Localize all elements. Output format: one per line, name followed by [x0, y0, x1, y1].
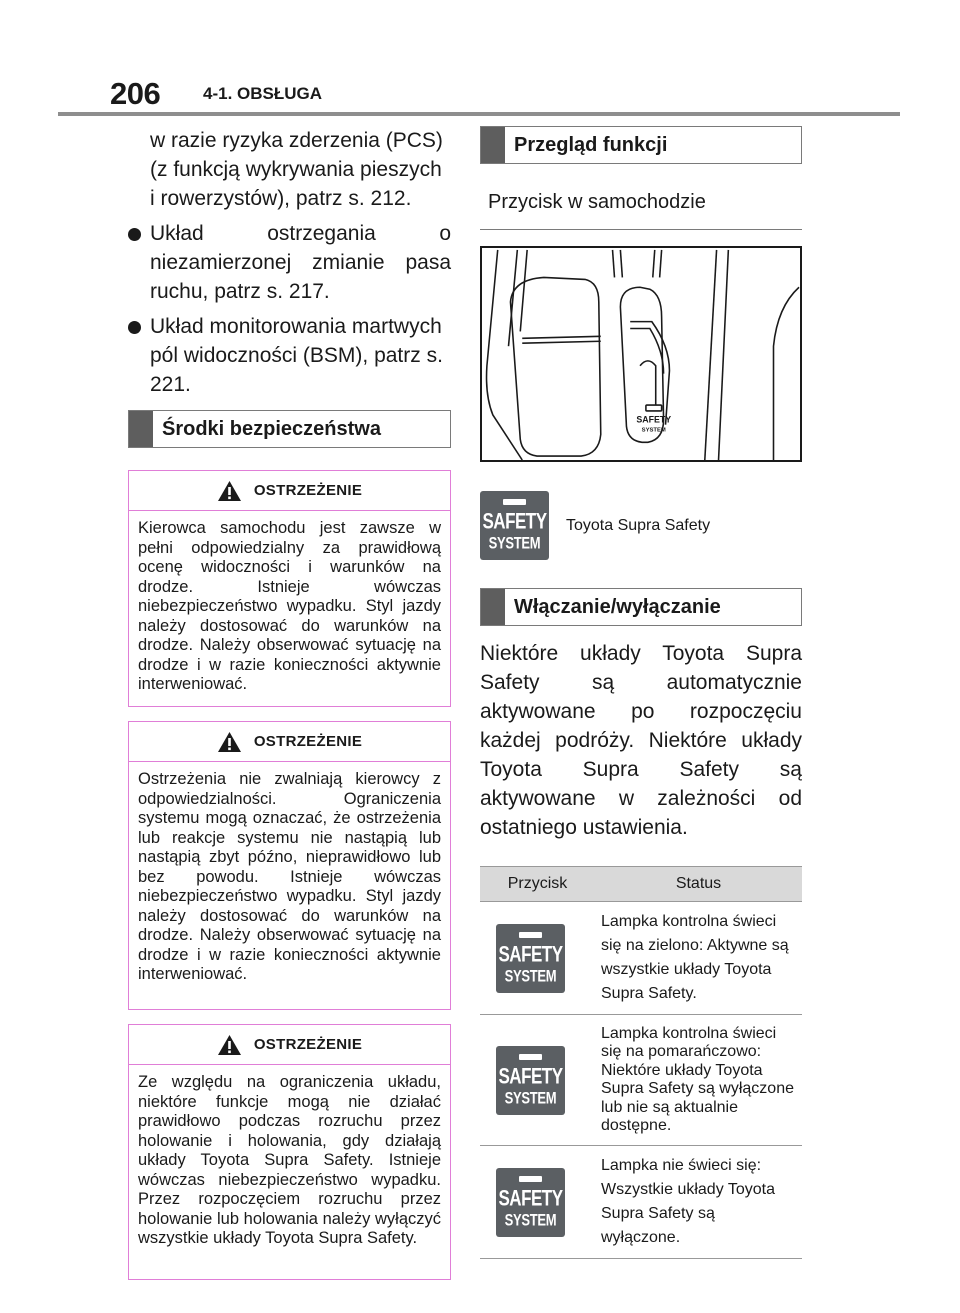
warning-box [128, 721, 451, 1010]
heading-label: Włączanie/wyłączanie [514, 595, 721, 618]
button-label-line1: SAFETY [498, 1063, 563, 1089]
center-console-illustration [480, 246, 802, 462]
status-cell: Lampka kontrolna świeci się na pomarańczowo: Niektóre układy Toyota Supra Safety są wyłączone lub nie są aktualnie dostępne. [595, 1015, 802, 1146]
button-label-line1: SAFETY [498, 1185, 563, 1211]
indicator-lamp [519, 932, 542, 938]
column-header-status: Status [595, 867, 802, 902]
heading-accent [481, 589, 505, 625]
indicator-lamp [519, 1054, 542, 1060]
warning-title: OSTRZEŻENIE [253, 1036, 363, 1053]
intro-line: (z funkcją wykrywania pieszych [150, 158, 442, 181]
heading-accent [481, 127, 505, 163]
warning-box [128, 470, 451, 707]
table-header-row [480, 867, 802, 902]
indicator-lamp [503, 499, 526, 505]
table-row [480, 1015, 802, 1146]
section-title: 4-1. OBSŁUGA [203, 84, 323, 103]
heading-accent [129, 411, 153, 447]
safety-system-button-icon [480, 491, 549, 560]
status-cell: Lampka kontrolna świeci się na zielono: Aktywne są wszystkie układy Toyota Supra Safety. [595, 902, 802, 1015]
button-cell [480, 902, 595, 1015]
button-label-line2: SYSTEM [504, 1087, 557, 1107]
svg-text:SYSTEM: SYSTEM [641, 427, 666, 434]
safety-system-button-icon [496, 1046, 565, 1115]
intro-line: w razie ryzyka zderzenia (PCS) [150, 129, 443, 152]
right-column [480, 126, 802, 1259]
bullet-item [128, 312, 451, 399]
warning-header [129, 722, 450, 762]
legend-row [480, 491, 802, 560]
button-label-line1: SAFETY [498, 941, 563, 967]
heading-label: Przegląd funkcji [514, 133, 668, 156]
intro-paragraph [128, 126, 451, 213]
section-heading-toggle [480, 588, 802, 626]
section-heading-safety [128, 410, 451, 448]
bullet-text: Układ monitorowania martwych pól widoczności (BSM), patrz s. 221. [150, 315, 443, 396]
warning-title: OSTRZEŻENIE [253, 733, 363, 750]
warning-header [129, 1025, 450, 1065]
warning-text: Ze względu na ograniczenia układu, niektóre funkcje mogą nie działać prawidłowo podczas rozruchu przez holowanie i holowania, gdy działają układy Toyota Supra Safety. Istnieje wówczas niebezpieczeństwo wypadku. Przez rozpoczęciem rozruchu przez holowanie lub holowania należy wyłączyć wszystkie układy Toyota Supra Safety. [138, 1073, 441, 1247]
button-cell [480, 1015, 595, 1146]
left-column [128, 126, 451, 1280]
page-number: 206 [110, 76, 161, 111]
header-rule [58, 112, 900, 116]
section-heading-overview [480, 126, 802, 164]
warning-triangle-icon [217, 1034, 242, 1056]
safety-system-button-icon [496, 1168, 565, 1237]
indicator-lamp [519, 1176, 542, 1182]
warning-header [129, 471, 450, 511]
button-label-line2: SYSTEM [504, 1209, 557, 1229]
body-paragraph: Niektóre układy Toyota Supra Safety są automatycznie aktywowane po rozpoczęciu każdej podróży. Niektóre układy Toyota Supra Safety są aktywowane w zależności od ostatniego ustawienia. [480, 642, 802, 839]
legend-label: Toyota Supra Safety [566, 516, 711, 534]
svg-text:SAFETY: SAFETY [636, 414, 672, 425]
warning-text: Kierowca samochodu jest zawsze w pełni odpowiedzialny za prawidłową ocenę widoczności i warunków na drodze. Istnieje wówczas niebezpieczeństwo wypadku. Styl jazdy należy dostosować do warunków na drodze. Należy obserwować sytuację na drodze i w razie konieczności aktywnie interweniować. [138, 519, 441, 693]
status-cell: Lampka nie świeci się: Wszystkie układy Toyota Supra Safety są wyłączone. [595, 1146, 802, 1259]
warning-triangle-icon [217, 731, 242, 753]
safety-system-button-icon [496, 924, 565, 993]
table-row [480, 902, 802, 1015]
status-table [480, 866, 802, 1259]
warning-title: OSTRZEŻENIE [253, 482, 363, 499]
intro-line: i rowerzystów), patrz s. 212. [150, 187, 412, 210]
heading-label: Środki bezpieczeństwa [162, 417, 381, 440]
column-header-button: Przycisk [480, 867, 595, 902]
button-label-line2: SYSTEM [504, 965, 557, 985]
subheading-button-in-car: Przycisk w samochodzie [480, 176, 802, 230]
bullet-item [128, 219, 451, 306]
warning-triangle-icon [217, 480, 242, 502]
button-label-line2: SYSTEM [488, 532, 541, 553]
warning-text: Ostrzeżenia nie zwalniają kierowcy z odpowiedzialności. Ograniczenia systemu mogą oznaczać, że ostrzeżenia lub reakcje systemu nie nastąpią lub nastąpią zbyt późno, nieprawidłowo lub bez powodu. Istnieje wówczas niebezpieczeństwo wypadku. Styl jazdy należy dostosować do warunków na drodze. Należy obserwować sytuację na drodze i w razie konieczności aktywnie interweniować. [138, 770, 441, 983]
bullet-text: Układ ostrzegania o niezamierzonej zmianie pasa ruchu, patrz s. 217. [150, 222, 451, 303]
warning-box [128, 1024, 451, 1280]
button-cell [480, 1146, 595, 1259]
bullet-dot-icon [128, 228, 141, 241]
button-label-line1: SAFETY [482, 509, 547, 534]
bullet-dot-icon [128, 321, 141, 334]
table-row [480, 1146, 802, 1259]
